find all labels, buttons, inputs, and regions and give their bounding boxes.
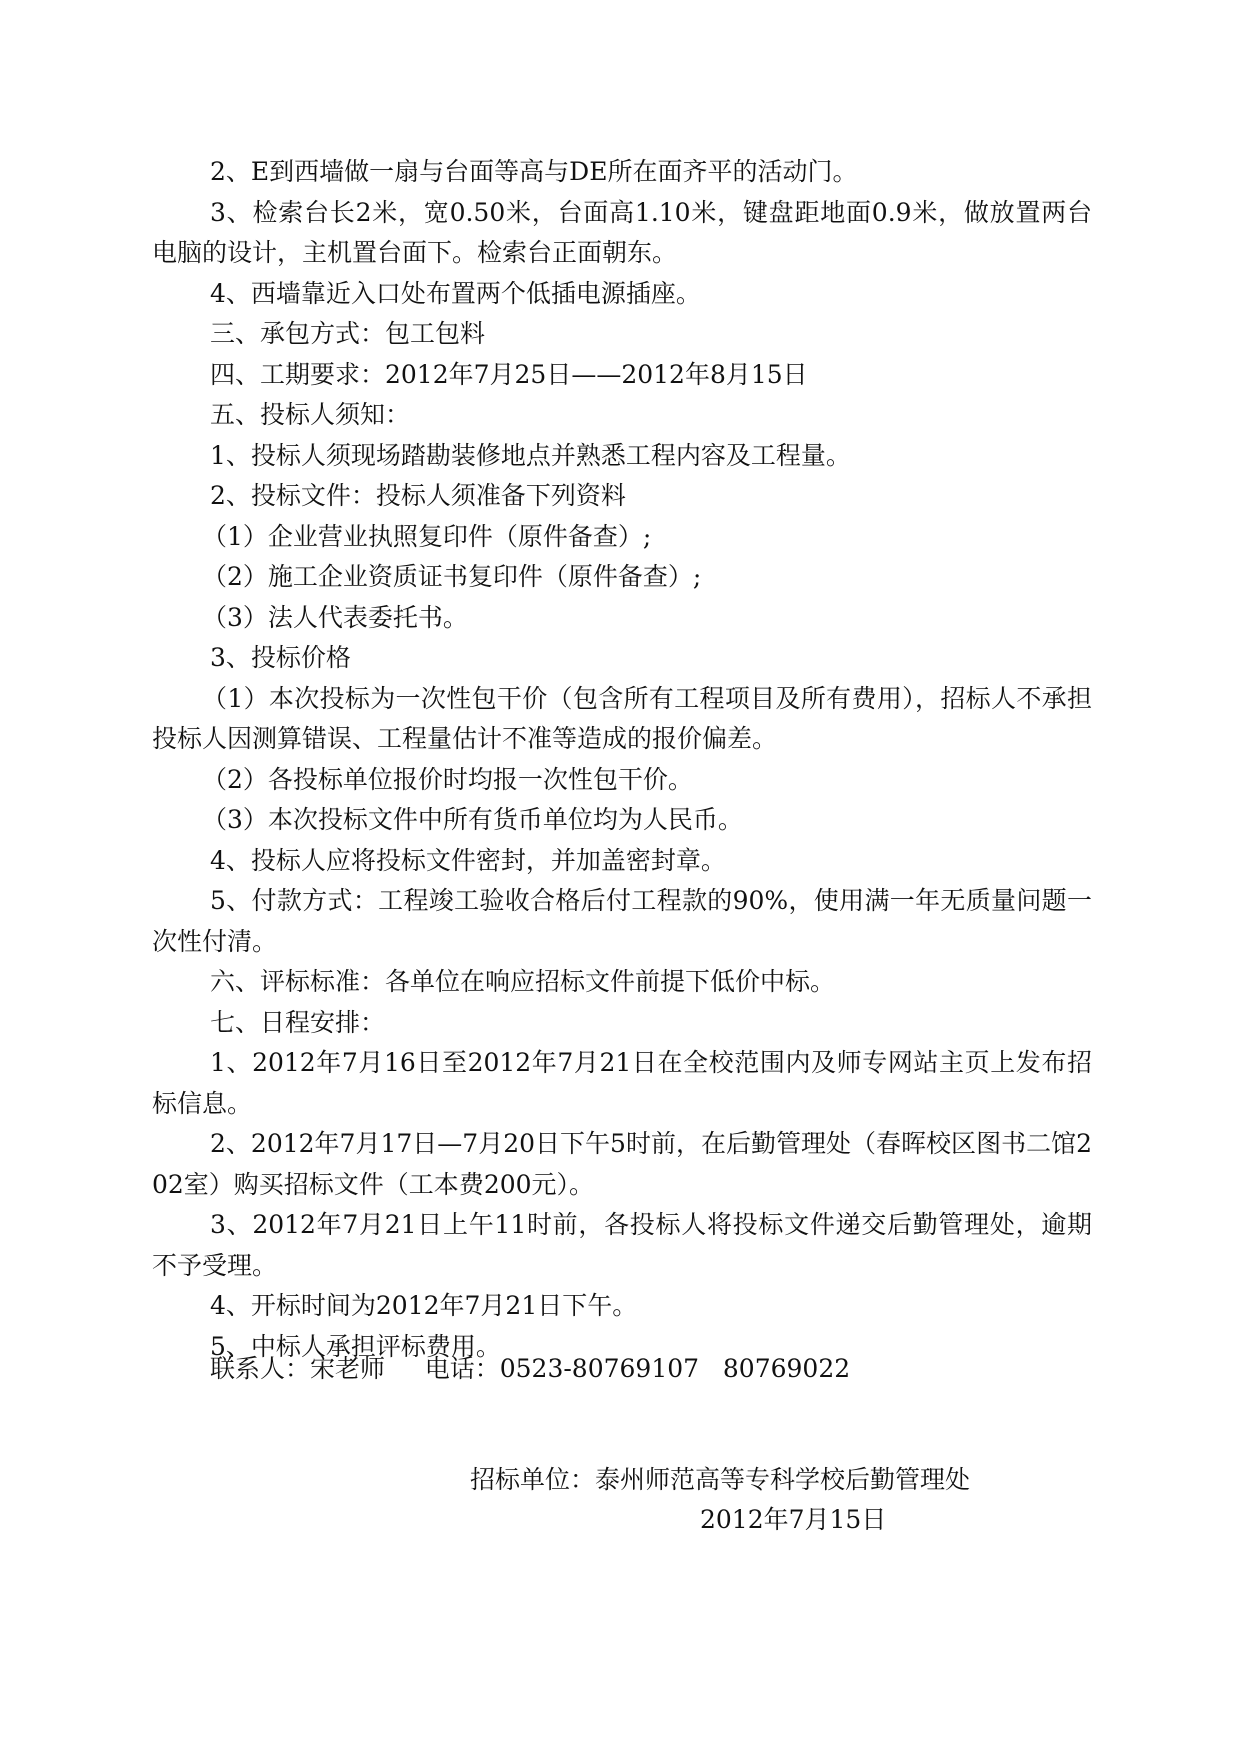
list-item-qualification-certificate: （2）施工企业资质证书复印件（原件备查）;: [202, 562, 702, 591]
heading-contract-method: 三、承包方式：包工包料: [210, 319, 486, 348]
document-body: [152, 152, 1092, 1367]
paragraph-bid-price: 3、投标价格: [210, 643, 351, 672]
paragraph-submission-deadline: 3、2012年7月21日上午11时前，各投标人将投标文件递交后勤管理处，逾期不予受理。: [152, 1210, 1092, 1280]
paragraph-bid-documents: 2、投标文件：投标人须准备下列资料: [210, 481, 626, 510]
heading-evaluation-standard: 六、评标标准：各单位在响应招标文件前提下低价中标。: [210, 967, 836, 996]
issuing-unit: 招标单位：泰州师范高等专科学校后勤管理处: [470, 1465, 971, 1494]
contact-line: 联系人：宋老师 电话：0523-80769107 80769022: [210, 1354, 851, 1383]
paragraph-site-survey: 1、投标人须现场踏勘装修地点并熟悉工程内容及工程量。: [210, 440, 851, 470]
issue-date: 2012年7月15日: [700, 1505, 887, 1534]
paragraph-payment: 5、付款方式：工程竣工验收合格后付工程款的90%，使用满一年无质量问题一次性付清。: [152, 886, 1092, 956]
paragraph-power-sockets: 4、西墙靠近入口处布置两个低插电源插座。: [210, 278, 701, 308]
list-item-power-of-attorney: （3）法人代表委托书。: [202, 602, 468, 632]
paragraph-search-desk: 3、检索台长2米，宽0.50米，台面高1.10米，键盘距地面0.9米，做放置两台电脑的设计，主机置台面下。检索台正面朝东。: [152, 197, 1092, 267]
list-item-currency: （3）本次投标文件中所有货币单位均为人民币。: [202, 805, 743, 834]
heading-schedule-requirement: 四、工期要求：2012年7月25日——2012年8月15日: [210, 359, 808, 389]
heading-bidder-notice: 五、投标人须知：: [210, 400, 411, 429]
paragraph-publish-info: 1、2012年7月16日至2012年7月21日在全校范围内及师专网站主页上发布招标信息。: [152, 1048, 1092, 1118]
paragraph-sealing: 4、投标人应将投标文件密封，并加盖密封章。: [210, 845, 726, 875]
paragraph-evaluation-fee: 5、中标人承担评标费用。: [210, 1331, 501, 1361]
list-item-quote-method: （2）各投标单位报价时均报一次性包干价。: [202, 764, 693, 794]
paragraph-bid-opening: 4、开标时间为2012年7月21日下午。: [210, 1291, 638, 1320]
paragraph-purchase-documents: 2、2012年7月17日—7月20日下午5时前，在后勤管理处（春晖校区图书二馆202室）购买招标文件（工本费200元）。: [152, 1129, 1092, 1199]
list-item-business-license: （1）企业营业执照复印件（原件备查）;: [202, 521, 652, 551]
list-item-lump-sum: （1）本次投标为一次性包干价（包含所有工程项目及所有费用），招标人不承担投标人因测算错误、工程量估计不准等造成的报价偏差。: [152, 683, 1092, 753]
heading-timeline: 七、日程安排：: [210, 1007, 386, 1037]
paragraph-door: 2、E到西墙做一扇与台面等高与DE所在面齐平的活动门。: [210, 157, 858, 186]
